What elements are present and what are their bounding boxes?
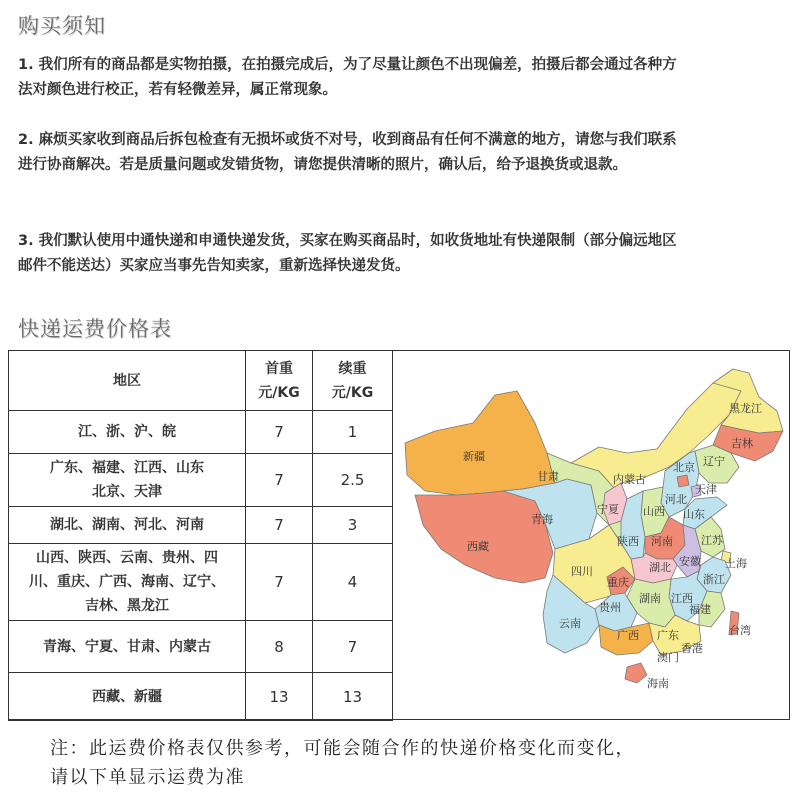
row-region: 湖北、湖南、河北、河南 [9,507,246,544]
shipping-table-title: 快递运费价格表 [18,317,172,341]
purchase-notice-title: 购买须知 [18,14,106,38]
footnote [50,734,635,792]
region-xizang [415,489,553,583]
label-shanxi: 山西 [643,505,665,518]
shipping-rate-table [8,350,393,721]
label-beijing: 北京 [673,461,695,474]
row-first-price: 7 [246,411,313,454]
label-gansu: 甘肃 [537,470,559,483]
row-region: 山西、陕西、云南、贵州、四 川、重庆、广西、海南、辽宁、 吉林、黑龙江 [9,544,246,621]
header-additional-weight: 续重 元/KG [313,351,393,411]
label-hebei: 河北 [665,493,687,506]
table-row [9,544,393,621]
row-additional-price: 7 [313,621,393,673]
row-first-price: 7 [246,454,313,507]
label-tianjin: 天津 [695,483,717,496]
label-xinjiang: 新疆 [463,450,485,463]
label-zhejiang: 浙江 [703,573,725,586]
label-jiangsu: 江苏 [701,534,723,547]
row-first-price: 7 [246,544,313,621]
label-xizang: 西藏 [467,540,489,553]
label-jiangxi: 江西 [671,592,693,605]
notice-item-2: 2. 麻烦买家收到商品后拆包检查有无损坏或货不对号，收到商品有任何不满意的地方，请您与我们联系进行协商解决。若是质量问题或发错货物，请您提供清晰的照片，确认后，给予退换货或退款。 [18,132,677,173]
label-heilongjiang: 黑龙江 [729,402,762,415]
label-jilin: 吉林 [731,437,753,450]
row-additional-price: 4 [313,544,393,621]
label-guizhou: 贵州 [599,601,621,614]
label-shandong: 山东 [683,508,705,521]
row-region: 江、浙、沪、皖 [9,411,246,454]
row-region: 青海、宁夏、甘肃、内蒙古 [9,621,246,673]
label-chongqing: 重庆 [607,576,629,589]
footnote-line-2: 请以下单显示运费为准 [50,767,245,788]
header-region: 地区 [9,351,246,411]
row-first-price: 7 [246,507,313,544]
label-qinghai: 青海 [531,513,553,526]
table-row [9,621,393,673]
region-beijing [677,475,689,487]
header-first-weight: 首重 元/KG [246,351,313,411]
label-guangdong: 广东 [657,629,679,642]
label-aomen: 澳门 [657,651,679,664]
label-sichuan: 四川 [571,565,593,578]
table-row [9,673,393,721]
row-region: 西藏、新疆 [9,673,246,721]
label-hunan: 湖南 [639,592,661,605]
row-additional-price: 1 [313,411,393,454]
row-additional-price: 13 [313,673,393,721]
region-xinjiang [405,391,555,495]
label-neimenggu: 内蒙古 [613,473,646,486]
label-xianggang: 香港 [681,642,703,655]
label-shaanxi: 陕西 [617,535,639,548]
row-first-price: 8 [246,621,313,673]
table-row [9,454,393,507]
label-anhui: 安徽 [679,555,701,568]
row-first-price: 13 [246,673,313,721]
label-ningxia: 宁夏 [597,503,619,516]
row-additional-price: 2.5 [313,454,393,507]
row-region: 广东、福建、江西、山东 北京、天津 [9,454,246,507]
region-hainan [625,663,647,683]
label-liaoning: 辽宁 [703,455,725,468]
notice-item-3: 3. 我们默认使用中通快递和申通快递发货，买家在购买商品时，如收货地址有快递限制（部分偏远地区邮件不能送达）买家应当事先告知卖家，重新选择快递发货。 [18,233,677,274]
table-row [9,411,393,454]
label-henan: 河南 [651,535,673,548]
table-header-row [9,351,393,411]
china-province-map [395,353,789,717]
label-hainan: 海南 [647,677,669,690]
label-guangxi: 广西 [617,629,639,642]
label-taiwan: 台湾 [729,624,751,637]
label-shanghai: 上海 [725,557,747,570]
footnote-line-1: 注：此运费价格表仅供参考，可能会随合作的快递价格变化而变化， [50,738,635,759]
label-hubei: 湖北 [649,561,671,574]
table-row [9,507,393,544]
row-additional-price: 3 [313,507,393,544]
label-yunnan: 云南 [559,617,581,630]
label-fujian: 福建 [689,603,711,616]
notice-item-1: 1. 我们所有的商品都是实物拍摄，在拍摄完成后，为了尽量让颜色不出现偏差，拍摄后都会通过各种方法对颜色进行校正，若有轻微差异，属正常现象。 [18,57,677,98]
